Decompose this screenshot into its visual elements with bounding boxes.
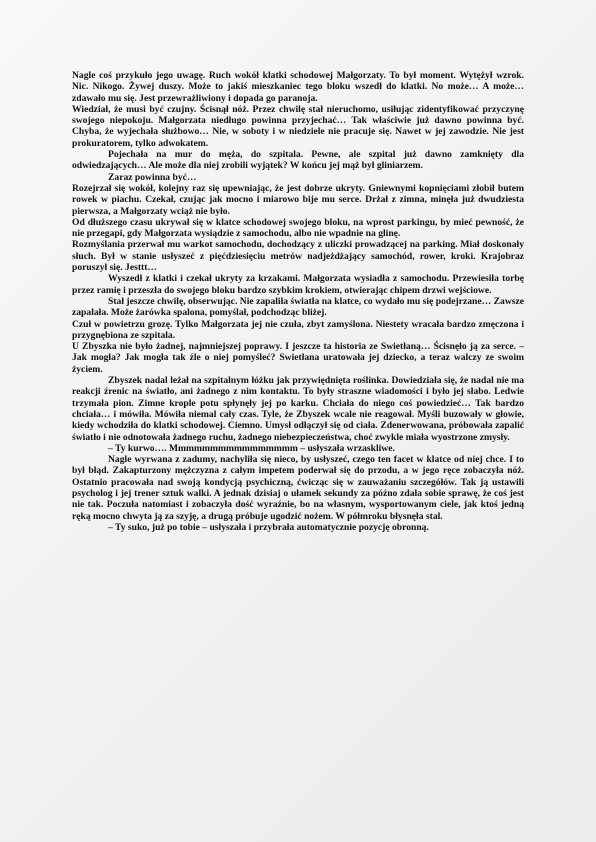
paragraph-11: U Zbyszka nie było żadnej, najmniejszej poprawy. I jeszcze ta historia ze Swietłaną… Ścisnęło ją za serce. – Jak mogła? Jak mogła tak źle o niej pomyśleć? Swietłana uratowała jej dziecko, a teraz walczy ze swoim życiem.: [72, 341, 524, 375]
paragraph-5: Rozejrzał się wokół, kolejny raz się upewniając, że jest dobrze ukryty. Gniewnymi kopnięciami złobił butem rowek w piachu. Czekał, czując jak mocno i miarowo bije mu serce. Drżał z zimna, minęła już dwudziesta pierwsza, a Małgorzaty wciąż nie było.: [72, 182, 524, 217]
paragraph-2: Wiedział, że musi być czujny. Ścisnął nóż. Przez chwilę stał nieruchomo, usiłując zidentyfikować przyczynę swojego niepokoju. Małgorzata niedługo powinna przyjechać… Tak właściwie już dawno powinna być. Chyba, że wyjechała służbowo… Nie, w soboty i w niedziele nie pracuje się. Nawet w jej zawodzie. Nie jest prokuratorem, tylko adwokatem.: [72, 103, 524, 149]
paragraph-1: Nagle coś przykuło jego uwagę. Ruch wokół klatki schodowej Małgorzaty. To był moment. Wytężył wzrok. Nic. Nikogo. Żywej duszy. Może to jakiś mieszkaniec tego bloku wszedł do klatki. No może… A może… zdawało mu się. Jest przewrażliwiony i dopada go paranoja.: [72, 70, 524, 104]
paragraph-7: Rozmyślania przerwał mu warkot samochodu, dochodzący z uliczki prowadzącej na parking. Miał doskonały słuch. Był w stanie usłyszeć z pięćdziesięciu metrów nadjeżdżający samochód, rower, kroki. Krajobraz poruszył się. Jesttt…: [72, 239, 524, 274]
paragraph-15: – Ty suko, już po tobie – usłyszała i przybrała automatycznie pozycję obronną.: [108, 521, 429, 533]
paragraph-4: Zaraz powinna być…: [108, 171, 197, 183]
paragraph-9: Stał jeszcze chwilę, obserwując. Nie zapaliła światła na klatce, co wydało mu się podejrzane… Zawsze zapalała. Może żarówka spalona, pomyślał, podchodząc bliżej.: [72, 295, 524, 319]
paragraph-3: Pojechała na mur do męża, do szpitala. Pewne, ale szpital już dawno zamknięty dla odwiedzających… Ale może dla niej zrobili wyjątek? W końcu jej mąż był gliniarzem.: [72, 149, 524, 172]
paragraph-12: Zbyszek nadal leżał na szpitalnym łóżku jak przywiędnięta roślinka. Dowiedziała się, że nadal nie ma reakcji źrenic na światło, ani żadnego z nim kontaktu. To były straszne wiadomości i było jej słabo. Ledwie trzymała pion. Zimne krople potu spłynęły jej po karku. Chciała do niego coś powiedzieć… Tak bardzo chciała… i mówiła. Mówiła niemal cały czas. Tyle, że Zbyszek wcale nie reagował. Myśli buzowały w głowie, kiedy wchodziła do klatki schodowej. Ciemno. Umysł odłączył się od ciała. Zdenerwowana, próbowała zapalić światło i nie odnotowała żadnego ruchu, żadnego niebezpieczeństwa, choć zwykle miała wyostrzone zmysły.: [72, 375, 524, 443]
paragraph-6: Od dłuższego czasu ukrywał się w klatce schodowej swojego bloku, na wprost parkingu, by mieć pewność, że nie przegapi, gdy Małgorzata wysiądzie z samochodu, albo nie wpadnie na glinę.: [72, 216, 524, 240]
story-text: [72, 70, 524, 533]
paragraph-10: Czuł w powietrzu grozę. Tylko Małgorzata jej nie czuła, zbyt zamyślona. Niestety wracała bardzo zmęczona i przygnębiona ze szpitala.: [72, 318, 524, 341]
paragraph-8: Wyszedł z klatki i czekał ukryty za krzakami. Małgorzata wysiadła z samochodu. Przewiesiła torbę przez ramię i przeszła do swojego bloku bardzo szybkim krokiem, otwierając chipem drzwi wejściowe.: [72, 273, 524, 296]
paragraph-14: Nagle wyrwana z zadumy, nachyliła się nieco, by usłyszeć, czego ten facet w klatce od niej chce. I to był błąd. Zakapturzony mężczyzna z całym impetem poderwał się do przodu, a w jego ręce zobaczyła nóż. Ostatnio pracowała nad swoją kondycją psychiczną, ćwicząc się w zauważaniu szczegółów. Tak ją ustawili psycholog i jej trener sztuk walki. A jednak dzisiaj o ułamek sekundy za późno zdała sobie sprawę, że coś jest nie tak. Poczuła natomiast i zobaczyła dość wyraźnie, bo na własnym, wysportowanym ciele, jak ktoś jedną ręką mocno chwyta ją za szyję, a drugą próbuje ugodzić nożem. W półmroku błysnęła stal.: [72, 454, 524, 522]
paragraph-13: – Ty kurwo…. Mmmmmmmmmmmmmmmm – usłyszała wrzaskliwe.: [108, 442, 395, 454]
